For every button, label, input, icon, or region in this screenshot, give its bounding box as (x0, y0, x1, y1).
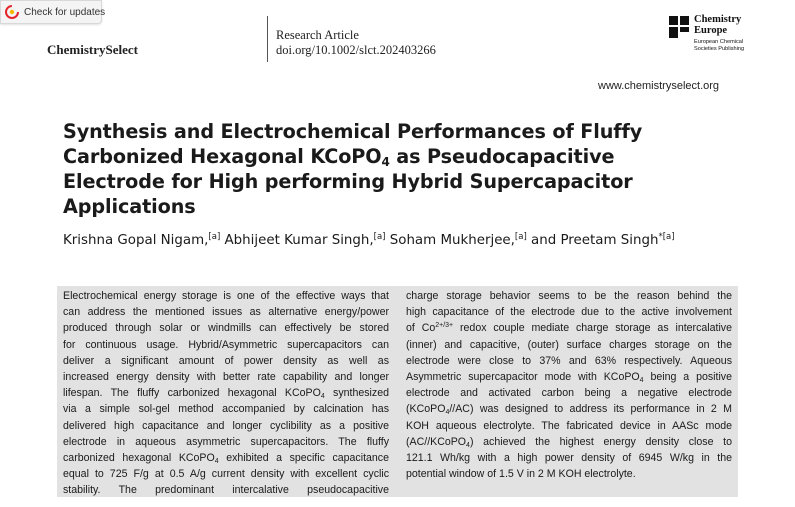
title-text: as Pseudocapacitive (389, 145, 615, 168)
abstract-column-left (63, 288, 389, 499)
abstract-text: //AC) was designed to address its performance in 2 M (449, 403, 732, 416)
logo-sub-line-1: European Chemical (694, 39, 744, 45)
abstract-line: charge storage behavior seems to be the reason behind the (406, 290, 732, 302)
abstract-line: delivered high capacitance and longer cyclibility as a positive (63, 419, 389, 432)
abstract-text: of Co (406, 322, 436, 335)
paper-title (63, 119, 723, 219)
abstract-subscript: 4 (214, 458, 219, 466)
abstract-subscript: 4 (320, 393, 325, 401)
abstract-line: stability. The predominant intercalative pseudocapacitive (63, 484, 389, 497)
abstract-line: high capacitance of the electrode due to the active involvement (406, 306, 732, 319)
abstract-text: redox couple mediate charge storage as intercalative (453, 322, 732, 335)
abstract-line: electrode were close to 37% and 63% respectively. Aqueous (406, 354, 732, 367)
abstract-text: carbonized hexagonal KCoPO (63, 452, 215, 465)
abstract-line: increased energy density with better rate capability and longer (63, 371, 389, 384)
abstract-line: potential window of 1.5 V in 2 M KOH electrolyte. (406, 468, 636, 481)
author-name[interactable]: Abhijeet Kumar Singh, (220, 233, 374, 248)
author-list (63, 233, 743, 248)
journal-name: ChemistrySelect (47, 42, 138, 57)
abstract-line (406, 434, 732, 450)
abstract-line: (inner) and capacitive, (outer) surface charges storage on the (406, 338, 732, 351)
abstract-text: (KCoPO (406, 403, 446, 416)
title-text: Carbonized Hexagonal KCoPO (63, 145, 382, 168)
check-updates-icon (5, 5, 19, 19)
abstract-line: electrode and activated carbon being a negative electrode (406, 387, 732, 400)
abstract-line: Electrochemical energy storage is one of the effective ways that (63, 290, 389, 302)
abstract-subscript: 4 (466, 441, 470, 449)
abstract-text: exhibited a specific capacitance (218, 452, 389, 465)
abstract-line (63, 385, 389, 401)
journal-url-link[interactable]: www.chemistryselect.org (598, 80, 720, 92)
chemistry-europe-tagline (694, 39, 764, 53)
abstract-line (63, 450, 389, 466)
author-name[interactable]: Krishna Gopal Nigam, (63, 233, 209, 248)
abstract-line (406, 320, 732, 336)
abstract-line: can address the mentioned issues as alternative energy/power (63, 306, 389, 319)
chemistry-europe-logo-icon (669, 16, 689, 38)
author-name[interactable]: Soham Mukherjee, (385, 233, 515, 248)
abstract-text: Asymmetric supercapacitor mode with KCoPO (406, 371, 640, 384)
title-subscript: 4 (381, 155, 390, 169)
author-affiliation: [a] (514, 232, 527, 242)
abstract-subscript: 4 (445, 409, 450, 417)
abstract-superscript: 2+/3+ (435, 322, 454, 330)
abstract-line: 121.1 Wh/kg with a high power density of 6945 W/kg in the (406, 452, 732, 465)
header-divider (267, 16, 268, 62)
logo-sub-line-2: Societies Publishing (694, 46, 745, 52)
author-affiliation: [a] (208, 232, 221, 242)
chemistry-europe-logo-text (694, 14, 764, 36)
doi-link[interactable]: doi.org/10.1002/slct.202403266 (276, 43, 436, 57)
logo-line-1: Chemistry (694, 14, 742, 25)
abstract-line: electrode in aqueous asymmetric supercapacitors. The fluffy (63, 435, 389, 448)
abstract-text: (AC//KCoPO (406, 435, 467, 448)
abstract-text: ) achieved the highest energy density close to (469, 435, 732, 448)
title-line (63, 144, 723, 169)
check-for-updates-button[interactable] (0, 0, 106, 24)
title-line: Applications (63, 195, 196, 218)
abstract-line: KOH aqueous electrolyte. The fabricated device in AASc mode (406, 419, 732, 432)
check-updates-label: Check for updates (24, 6, 106, 18)
abstract-subscript: 4 (639, 377, 644, 385)
abstract-text: lifespan. The fluffy carbonized hexagonal KCoPO (63, 387, 321, 400)
abstract-text: synthesized (324, 387, 389, 400)
abstract-text: being a positive (643, 371, 732, 384)
author-name[interactable]: and Preetam Singh (526, 233, 659, 248)
abstract-line: via a simple sol-gel method accompanied by calcination has (63, 403, 389, 416)
logo-line-2: Europe (694, 25, 728, 36)
abstract-line (406, 369, 732, 385)
abstract-column-right (406, 288, 732, 482)
title-line: Synthesis and Electrochemical Performances of Fluffy (63, 120, 643, 143)
title-line: Electrode for High performing Hybrid Supercapacitor (63, 170, 633, 193)
article-type: Research Article (276, 28, 359, 42)
abstract-line: produced through solar or windmills can effectively be stored (63, 322, 389, 335)
author-affiliation: [a] (373, 232, 386, 242)
abstract-box (57, 286, 738, 497)
abstract-line: for continuous usage. Hybrid/Asymmetric supercapacitors can (63, 338, 389, 351)
author-affiliation: *[a] (658, 232, 675, 242)
abstract-line: equal to 725 F/g at 0.5 A/g current density with excellent cyclic (63, 468, 389, 481)
abstract-line (406, 401, 732, 417)
abstract-line: deliver a significant amount of power density as well as (63, 354, 389, 367)
